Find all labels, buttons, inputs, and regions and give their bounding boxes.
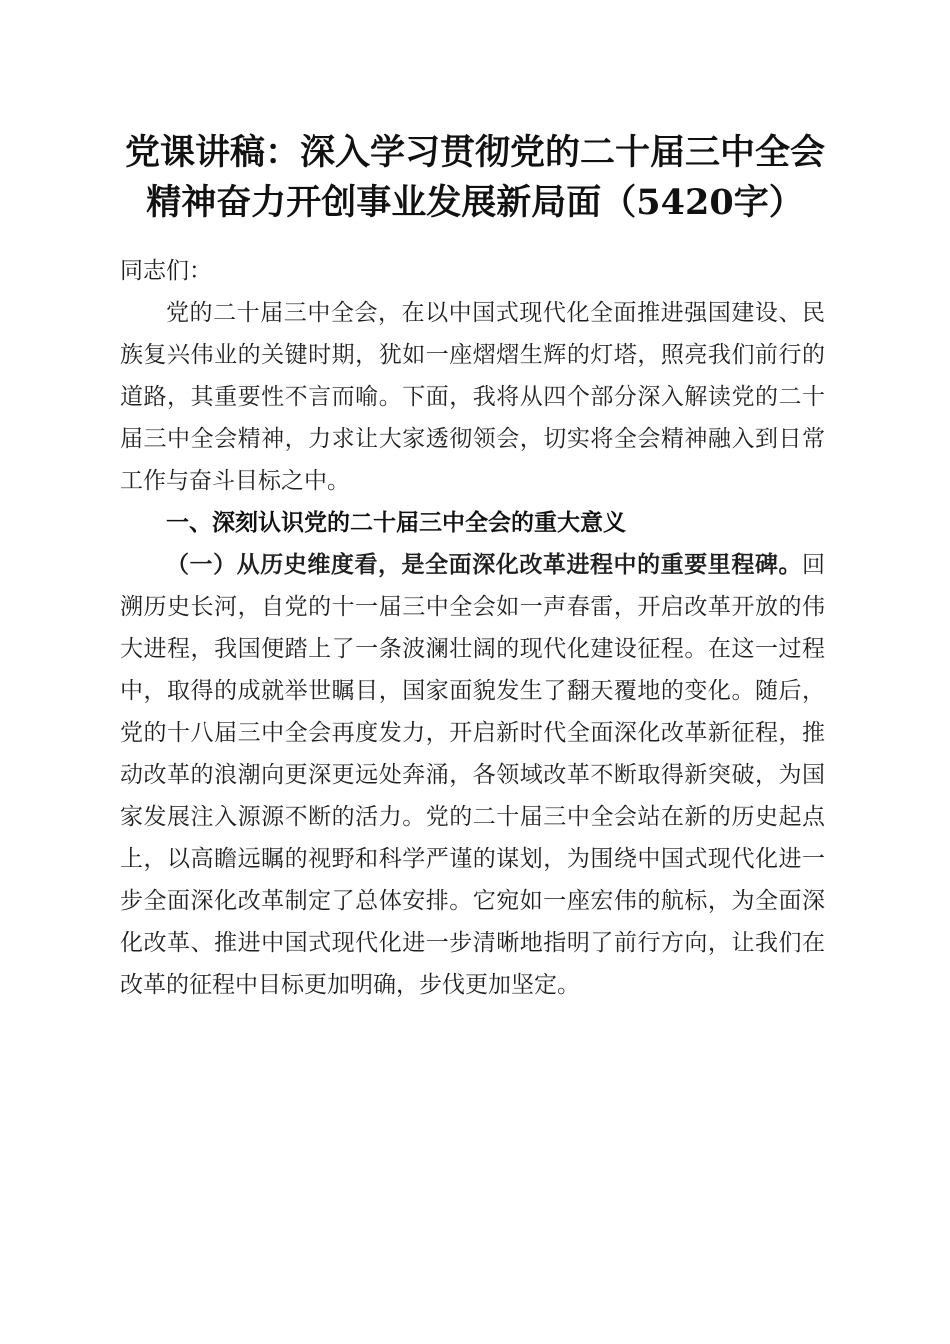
section-heading: 一、深刻认识党的二十届三中全会的重大意义 [166,510,626,536]
subsection-lead: （一）从历史维度看，是全面深化改革进程中的重要里程碑。 [166,552,802,578]
document-title [100,128,850,228]
subsection-paragraph [120,544,825,1006]
title-line-1: 党课讲稿：深入学习贯彻党的二十届三中全会 [124,132,825,173]
subsection-body: 回溯历史长河，自党的十一届三中全会如一声春雷，开启改革开放的伟大进程，我国便踏上了一条波澜壮阔的现代化建设征程。在这一过程中，取得的成就举世瞩目，国家面貌发生了翻天覆地的变化。随后，党的十八届三中全会再度发力，开启新时代全面深化改革新征程，推动改革的浪潮向更深更远处奔涌，各领域改革不断取得新突破，为国家发展注入源源不断的活力。党的二十届三中全会站在新的历史起点上，以高瞻远瞩的视野和科学严谨的谋划，为围绕中国式现代化进一步全面深化改革制定了总体安排。它宛如一座宏伟的航标，为全面深化改革、推进中国式现代化进一步清晰地指明了前行方向，让我们在改革的征程中目标更加明确，步伐更加坚定。 [120,552,825,998]
intro-paragraph: 党的二十届三中全会，在以中国式现代化全面推进强国建设、民族复兴伟业的关键时期，犹如一座熠熠生辉的灯塔，照亮我们前行的道路，其重要性不言而喻。下面，我将从四个部分深入解读党的二十届三中全会精神，力求让大家透彻领会，切实将全会精神融入到日常工作与奋斗目标之中。 [120,300,825,494]
document-body [120,250,825,1006]
title-line-2: 精神奋力开创事业发展新局面（5420字） [146,182,804,223]
greeting: 同志们： [120,258,212,284]
